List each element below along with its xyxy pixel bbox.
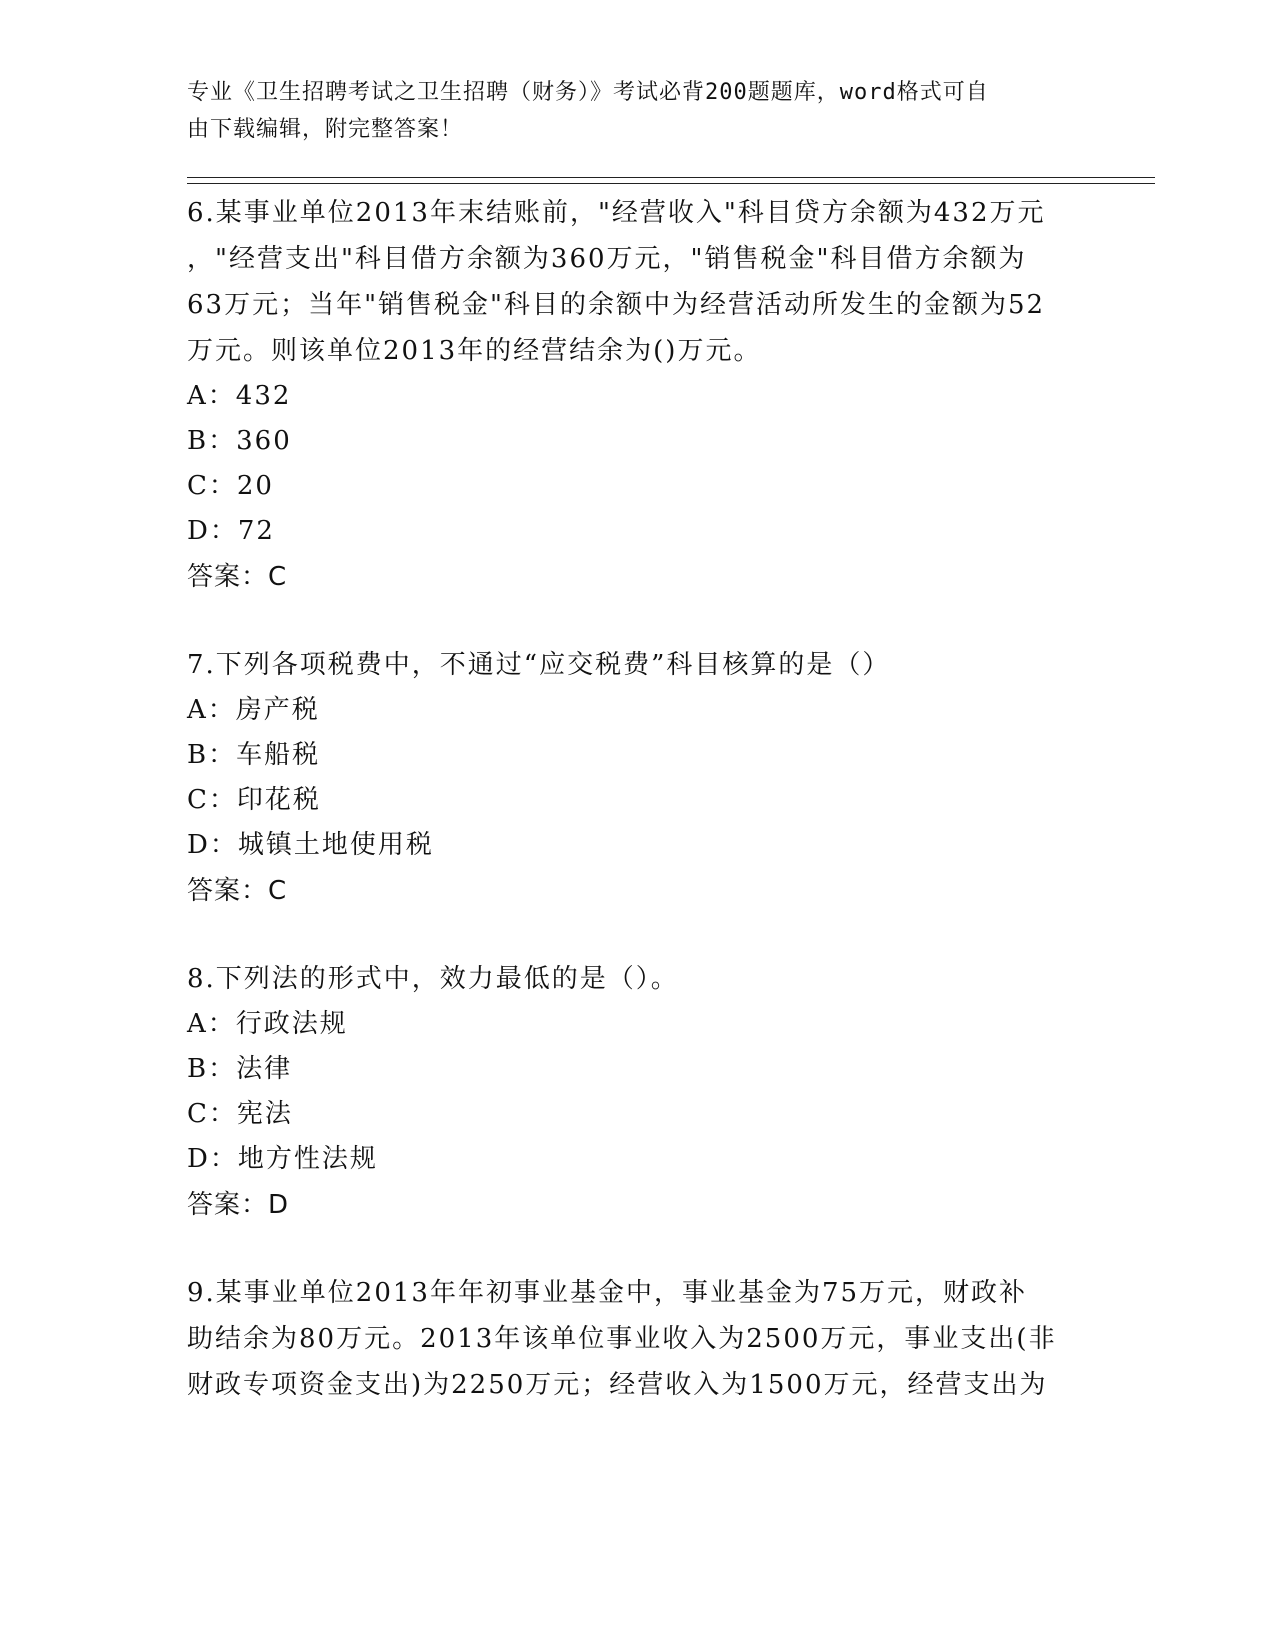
option-a: A：432 — [187, 381, 292, 411]
question-text: 助结余为80万元。2013年该单位事业收入为2500万元，事业支出(非 — [187, 1324, 1057, 1354]
option-d: D：72 — [187, 516, 275, 546]
answer-label: 答案：C — [187, 562, 288, 592]
option-a: A：房产税 — [187, 695, 320, 725]
header-divider — [187, 177, 1155, 178]
question-9 — [187, 1270, 1087, 1408]
option-list — [187, 688, 1087, 868]
option-b: B：360 — [187, 426, 292, 456]
question-text: 6.某事业单位2013年末结账前，"经营收入"科目贷方余额为432万元 — [187, 198, 1046, 228]
header-line: 专业《卫生招聘考试之卫生招聘（财务）》考试必背200题题库，word格式可自 — [187, 80, 989, 105]
question-7 — [187, 642, 1087, 914]
option-d: D：城镇土地使用税 — [187, 830, 434, 860]
question-list — [187, 190, 1087, 1408]
spacer — [187, 1228, 1087, 1270]
option-a: A：行政法规 — [187, 1009, 348, 1039]
question-text: 8.下列法的形式中，效力最低的是（）。 — [187, 964, 679, 994]
option-c: C：宪法 — [187, 1099, 293, 1129]
option-b: B：法律 — [187, 1054, 293, 1084]
question-6 — [187, 190, 1087, 600]
question-text: 7.下列各项税费中，不通过“应交税费”科目核算的是（） — [187, 650, 891, 680]
header-divider — [187, 183, 1155, 184]
option-c: C：20 — [187, 471, 274, 501]
answer-label: 答案：C — [187, 876, 288, 906]
option-list — [187, 374, 1087, 554]
header-line: 由下载编辑，附完整答案！ — [187, 117, 464, 142]
spacer — [187, 914, 1087, 956]
question-8 — [187, 956, 1087, 1228]
document-header — [187, 74, 1087, 148]
option-b: B：车船税 — [187, 740, 321, 770]
option-c: C：印花税 — [187, 785, 321, 815]
answer-label: 答案：D — [187, 1190, 290, 1220]
question-text: ，"经营支出"科目借方余额为360万元，"销售税金"科目借方余额为 — [187, 244, 1027, 274]
question-text: 万元。则该单位2013年的经营结余为()万元。 — [187, 336, 762, 366]
question-text: 9.某事业单位2013年年初事业基金中，事业基金为75万元，财政补 — [187, 1278, 1028, 1308]
option-d: D：地方性法规 — [187, 1144, 378, 1174]
question-text: 63万元；当年"销售税金"科目的余额中为经营活动所发生的金额为52 — [187, 290, 1046, 320]
question-text: 财政专项资金支出)为2250万元；经营收入为1500万元，经营支出为 — [187, 1370, 1048, 1400]
option-list — [187, 1002, 1087, 1182]
spacer — [187, 600, 1087, 642]
